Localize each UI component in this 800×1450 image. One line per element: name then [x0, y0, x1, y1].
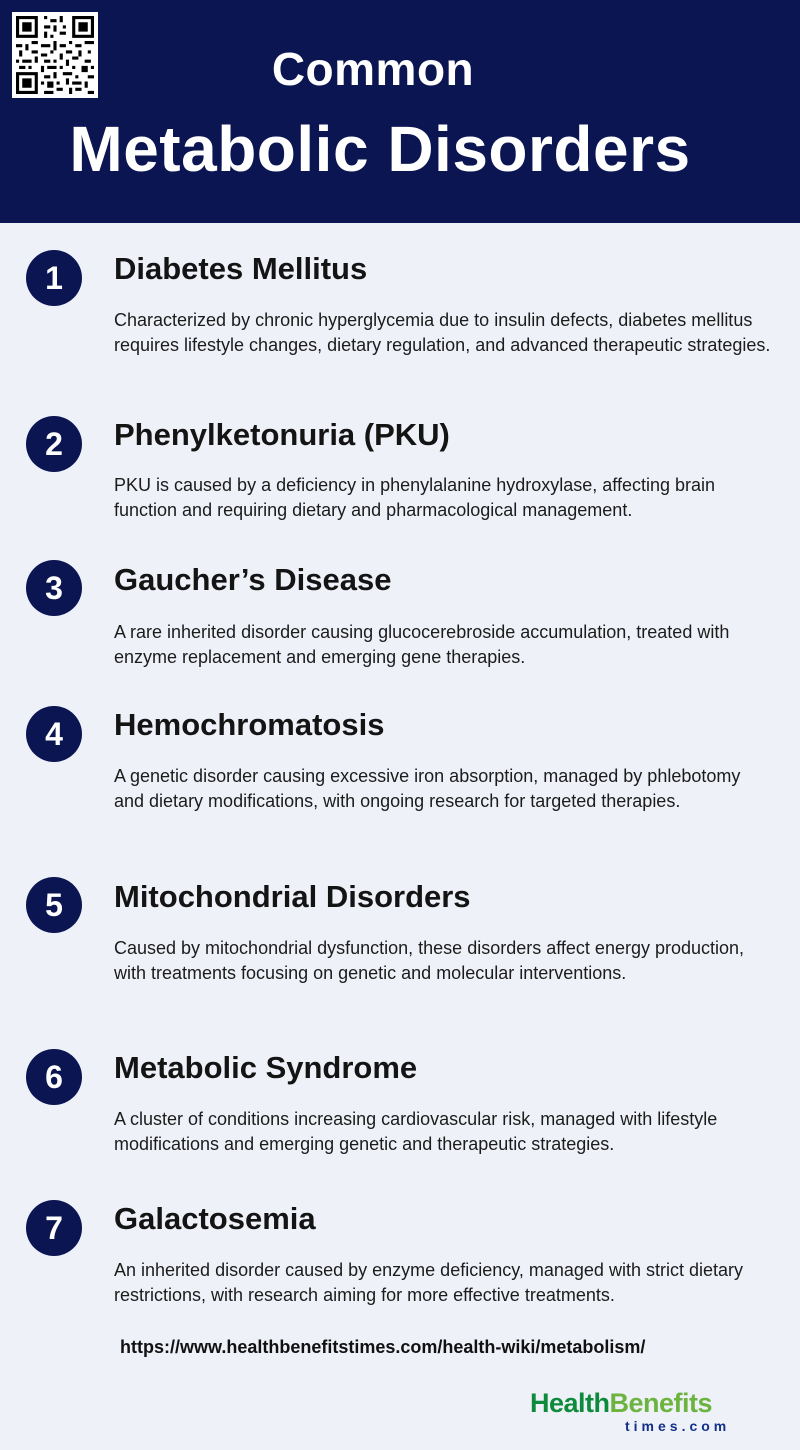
source-url-link[interactable]: https://www.healthbenefitstimes.com/health-wiki/metabolism/ [120, 1337, 646, 1357]
disorder-description: A cluster of conditions increasing cardiovascular risk, managed with lifestyle modifications and emerging genetic and therapeutic strategies. [114, 1109, 718, 1154]
disorder-description: PKU is caused by a deficiency in phenylalanine hydroxylase, affecting brain function and requiring dietary and pharmacological management. [114, 475, 716, 520]
disorder-description: Characterized by chronic hyperglycemia due to insulin defects, diabetes mellitus requires lifestyle changes, dietary regulation, and advanced therapeutic strategies. [114, 310, 771, 355]
number-badge: 2 [26, 416, 82, 472]
disorder-title: Gaucher’s Disease [114, 562, 392, 597]
number-badge: 4 [26, 706, 82, 762]
disorder-title: Hemochromatosis [114, 707, 385, 742]
disorder-title: Phenylketonuria (PKU) [114, 417, 450, 452]
logo-benefits-text: Benefits [609, 1388, 713, 1418]
disorder-title: Galactosemia [114, 1201, 316, 1236]
number-badge: 1 [26, 250, 82, 306]
disorder-description: Caused by mitochondrial dysfunction, these disorders affect energy production, with treatments focusing on genetic and molecular interventions. [114, 938, 745, 983]
number-badge: 5 [26, 877, 82, 933]
disorder-title: Mitochondrial Disorders [114, 879, 471, 914]
header-banner [0, 0, 800, 223]
disorder-title: Diabetes Mellitus [114, 251, 368, 286]
disorder-description: An inherited disorder caused by enzyme deficiency, managed with strict dietary restrictions, with research aiming for more effective treatments. [114, 1260, 743, 1305]
disorder-description: A genetic disorder causing excessive iron absorption, managed by phlebotomy and dietary modifications, with ongoing research for targeted therapies. [114, 766, 741, 811]
page-title: Metabolic Disorders [69, 113, 691, 185]
logo-wordmark [530, 1388, 760, 1419]
disorder-description: A rare inherited disorder causing glucocerebroside accumulation, treated with enzyme replacement and emerging gene therapies. [114, 622, 730, 667]
title-subheading: Common [271, 43, 475, 95]
number-badge: 7 [26, 1200, 82, 1256]
number-badge: 6 [26, 1049, 82, 1105]
disorder-title: Metabolic Syndrome [114, 1050, 418, 1085]
logo-health-text: Health [530, 1388, 610, 1418]
number-badge: 3 [26, 560, 82, 616]
logo-times-text: times.com [625, 1418, 731, 1434]
brand-logo[interactable] [530, 1388, 760, 1436]
